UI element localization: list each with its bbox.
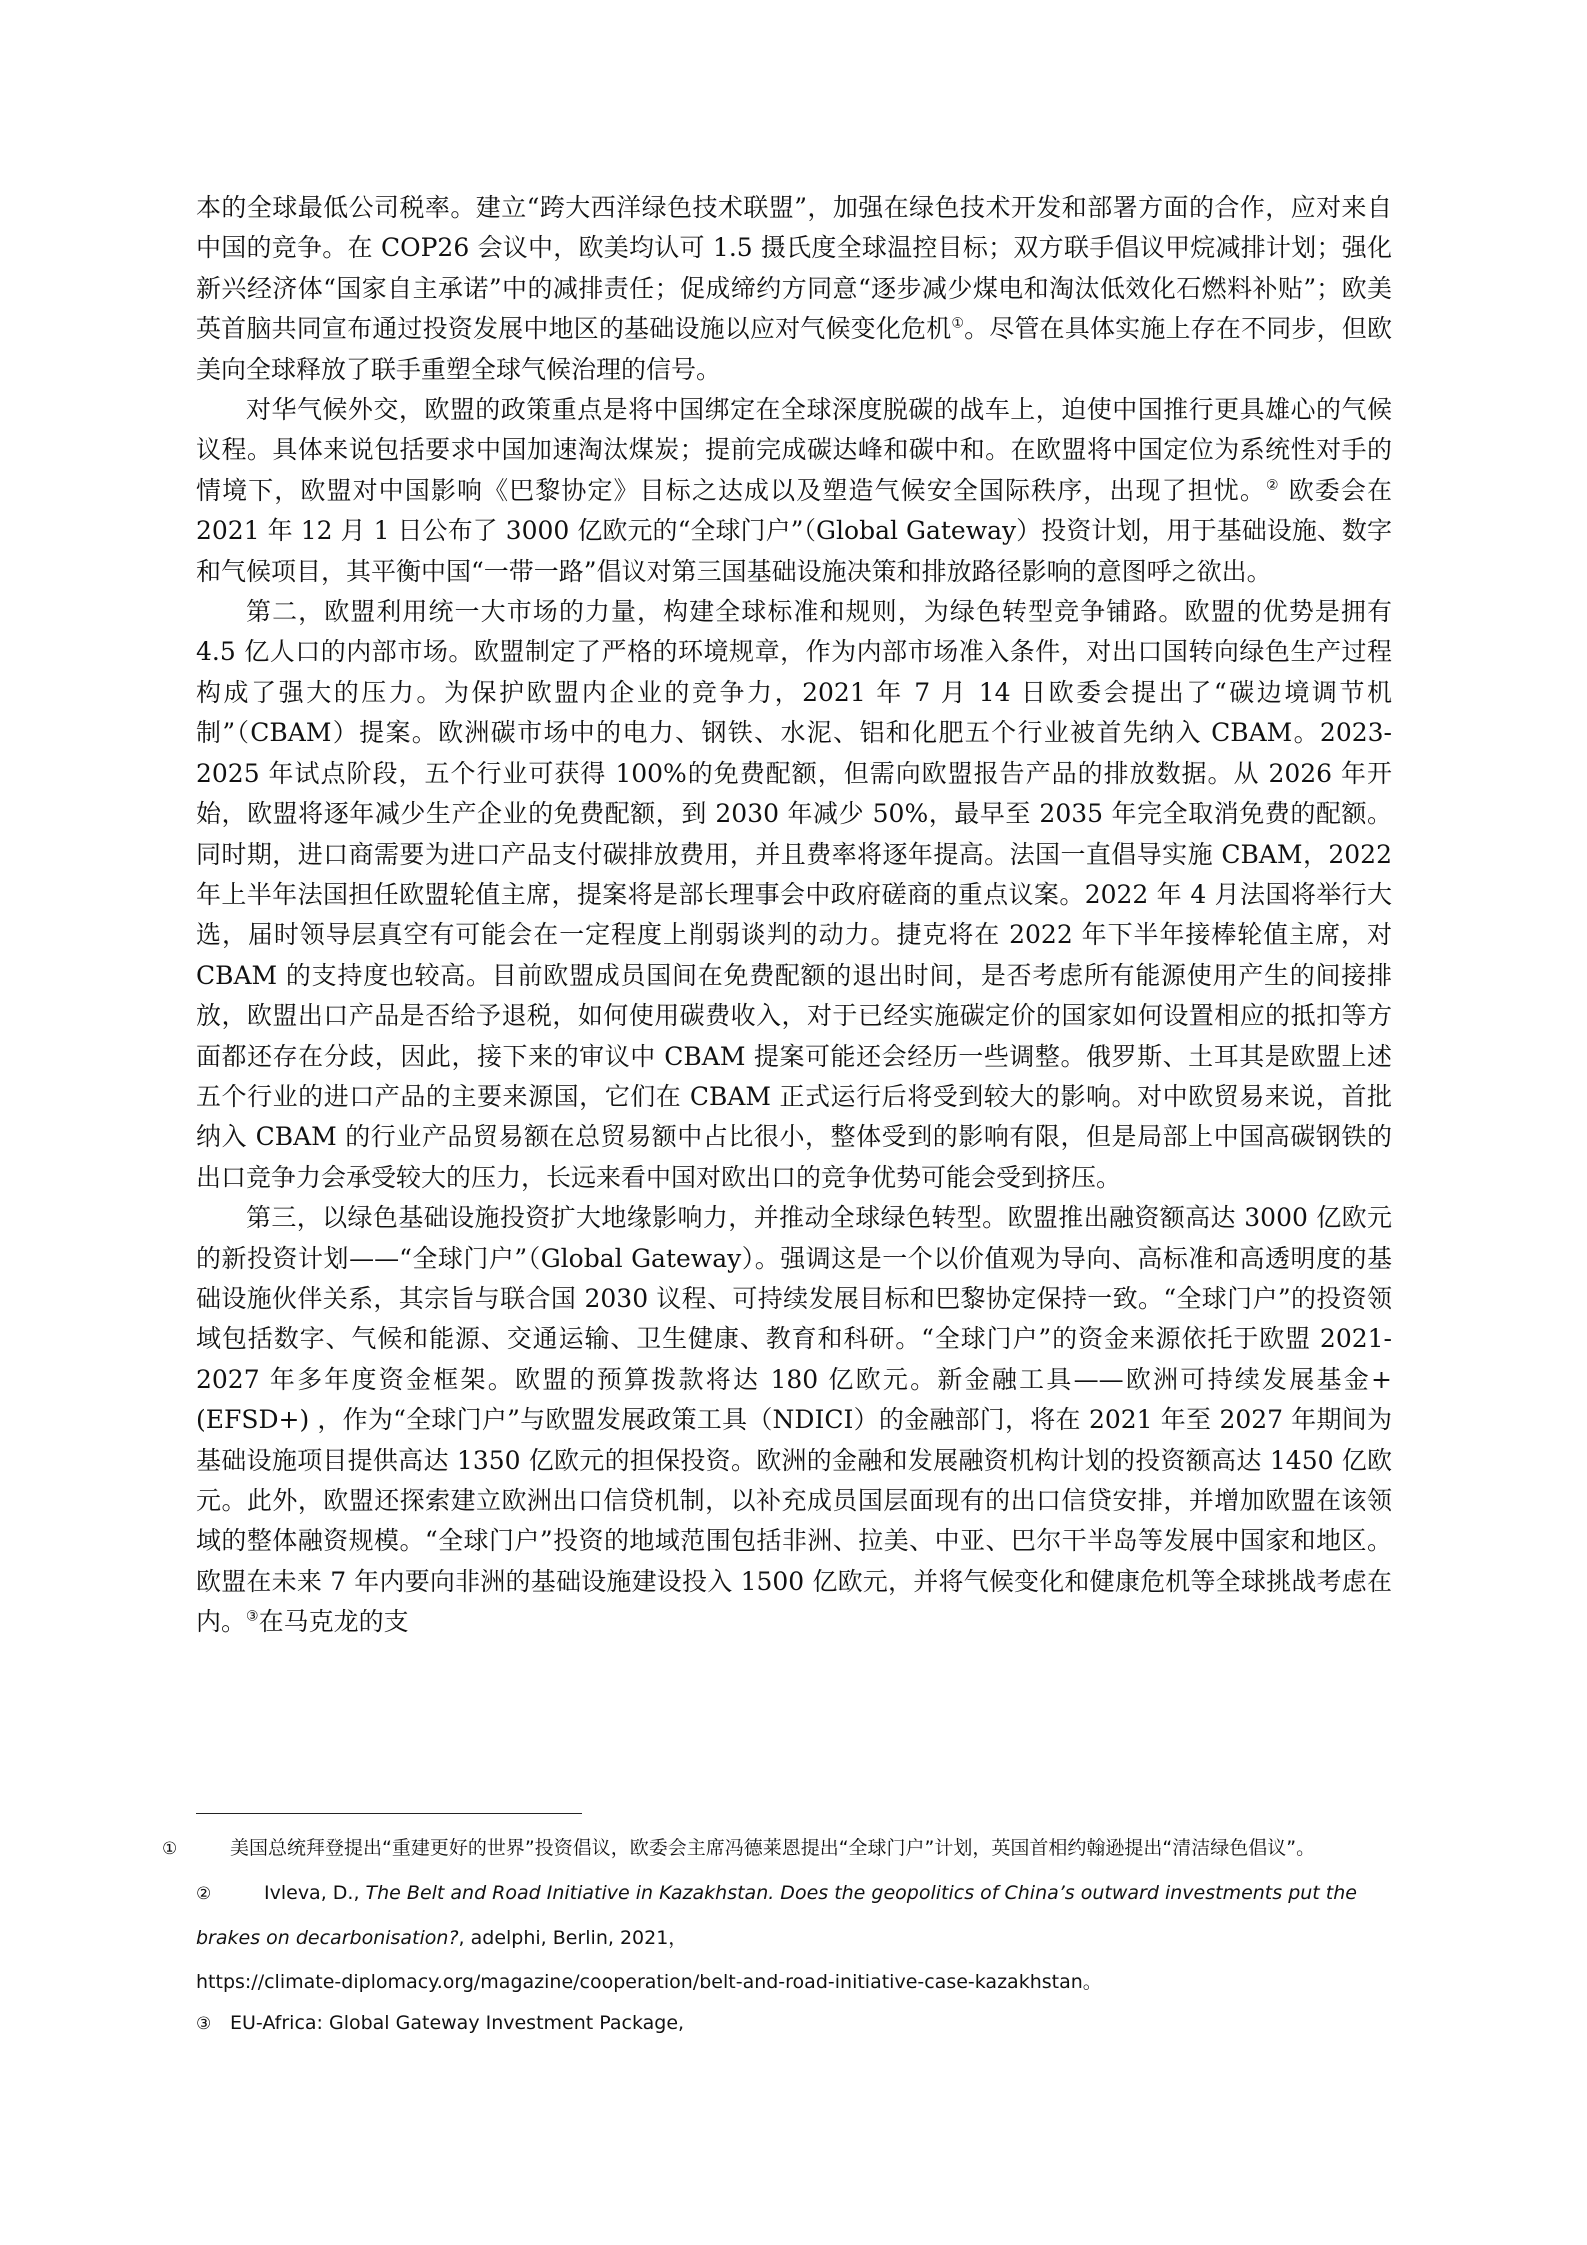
footnotes [162, 1826, 1392, 2043]
footnote-3 [196, 2004, 1392, 2043]
footnote-2-url: https://climate-diplomacy.org/magazine/cooperation/belt-and-road-initiative-case-kazakhstan。 [196, 1971, 1102, 1993]
paragraph-text: 在马克龙的支 [258, 1607, 409, 1637]
paragraph-text: 第二，欧盟利用统一大市场的力量，构建全球标准和规则，为绿色转型竞争铺路。欧盟的优势是拥有 4.5 亿人口的内部市场。欧盟制定了严格的环境规章，作为内部市场准入条件，对出口国转向绿色生产过程构成了强大的压力。为保护欧盟内企业的竞争力，2021 年 7 月 14 日欧委会提出了“碳边境调节机制”（CBAM）提案。欧洲碳市场中的电力、钢铁、水泥、铝和化肥五个行业被首先纳入 CBAM。2023-2025 年试点阶段，五个行业可获得 100%的免费配额，但需向欧盟报告产品的排放数据。从 2026 年开始，欧盟将逐年减少生产企业的免费配额，到 2030 年减少 50%，最早至 2035 年完全取消免费的配额。同时期，进口商需要为进口产品支付碳排放费用，并且费率将逐年提高。法国一直倡导实施 CBAM，2022 年上半年法国担任欧盟轮值主席，提案将是部长理事会中政府磋商的重点议案。2022 年 4 月法国将举行大选，届时领导层真空有可能会在一定程度上削弱谈判的动力。捷克将在 2022 年下半年接棒轮值主席，对 CBAM 的支持度也较高。目前欧盟成员国间在免费配额的退出时间，是否考虑所有能源使用产生的间接排放，欧盟出口产品是否给予退税，如何使用碳费收入，对于已经实施碳定价的国家如何设置相应的抵扣等方面都还存在分歧，因此，接下来的审议中 CBAM 提案可能还会经历一些调整。俄罗斯、土耳其是欧盟上述五个行业的进口产品的主要来源国，它们在 CBAM 正式运行后将受到较大的影响。对中欧贸易来说，首批纳入 CBAM 的行业产品贸易额在总贸易额中占比很小，整体受到的影响有限，但是局部上中国高碳钢铁的出口竞争力会承受较大的压力，长远来看中国对欧出口的竞争优势可能会受到挤压。 [196, 597, 1392, 1192]
footnote-reference[interactable]: ② [1266, 477, 1280, 494]
footnote-marker-1: ① [162, 1839, 178, 1859]
footnote-marker-2: ② [196, 1884, 212, 1904]
footnote-2-publisher: , adelphi, Berlin, 2021， [458, 1927, 688, 1949]
footnote-2 [196, 1871, 1392, 1960]
footnote-2-title: The Belt and Road Initiative in Kazakhstan. Does the geopolitics of China’s outward investments put the brakes on decarbonisation? [196, 1882, 1357, 1949]
footnote-reference[interactable]: ③ [246, 1608, 259, 1625]
footnote-2-url-line [196, 1960, 1392, 2004]
paragraph-text: 第三，以绿色基础设施投资扩大地缘影响力，并推动全球绿色转型。欧盟推出融资额高达 3000 亿欧元的新投资计划——“全球门户”（Global Gateway）。强调这是一个以价值观为导向、高标准和高透明度的基础设施伙伴关系，其宗旨与联合国 2030 议程、可持续发展目标和巴黎协定保持一致。“全球门户”的投资领域包括数字、气候和能源、交通运输、卫生健康、教育和科研。“全球门户”的资金来源依托于欧盟 2021-2027 年多年度资金框架。欧盟的预算拨款将达 180 亿欧元。新金融工具——欧洲可持续发展基金+ (EFSD+) ，作为“全球门户”与欧盟发展政策工具（NDICI）的金融部门，将在 2021 年至 2027 年期间为基础设施项目提供高达 1350 亿欧元的担保投资。欧洲的金融和发展融资机构计划的投资额高达 1450 亿欧元。此外，欧盟还探索建立欧洲出口信贷机制，以补充成员国层面现有的出口信贷安排，并增加欧盟在该领域的整体融资规模。“全球门户”投资的地域范围包括非洲、拉美、中亚、巴尔干半岛等发展中国家和地区。欧盟在未来 7 年内要向非洲的基础设施建设投入 1500 亿欧元，并将气候变化和健康危机等全球挑战考虑在内。 [196, 1203, 1392, 1637]
body-text [196, 188, 1392, 1643]
paragraph-text: 。尽管在具体实施上存在不同步，但欧美向全球释放了联手重塑全球气候治理的信号。 [196, 314, 1392, 384]
paragraph-text: 欧委会在 2021 年 12 月 1 日公布了 3000 亿欧元的“全球门户”（Global Gateway）投资计划，用于基础设施、数字和气候项目，其平衡中国“一带一路”倡议对第三国基础设施决策和排放路径影响的意图呼之欲出。 [196, 475, 1392, 586]
footnote-reference[interactable]: ① [951, 315, 965, 332]
footnote-divider [196, 1813, 582, 1814]
body-paragraph [196, 592, 1392, 1198]
paragraph-text: 对华气候外交，欧盟的政策重点是将中国绑定在全球深度脱碳的战车上，迫使中国推行更具雄心的气候议程。具体来说包括要求中国加速淘汰煤炭；提前完成碳达峰和碳中和。在欧盟将中国定位为系统性对手的情境下，欧盟对中国影响《巴黎协定》目标之达成以及塑造气候安全国际秩序，出现了担忧。 [196, 395, 1392, 505]
paragraph-text: 本的全球最低公司税率。建立“跨大西洋绿色技术联盟”，加强在绿色技术开发和部署方面的合作，应对来自中国的竞争。在 COP26 会议中，欧美均认可 1.5 摄氏度全球温控目标；双方联手倡议甲烷减排计划；强化新兴经济体“国家自主承诺”中的减排责任；促成缔约方同意“逐步减少煤电和淘汰低效化石燃料补贴”；欧美英首脑共同宣布通过投资发展中地区的基础设施以应对气候变化危机 [196, 193, 1392, 344]
body-paragraph [196, 390, 1392, 592]
body-paragraph [196, 188, 1392, 390]
footnote-3-text: EU-Africa: Global Gateway Investment Package, [230, 2012, 685, 2034]
footnote-marker-3: ③ [196, 2014, 212, 2034]
body-paragraph [196, 1198, 1392, 1642]
footnote-2-author: Ivleva, D., [264, 1882, 366, 1904]
footnote-1-text: 美国总统拜登提出“重建更好的世界”投资倡议，欧委会主席冯德莱恩提出“全球门户”计划，英国首相约翰逊提出“清洁绿色倡议”。 [230, 1837, 1316, 1859]
footnote-1 [162, 1826, 1392, 1871]
